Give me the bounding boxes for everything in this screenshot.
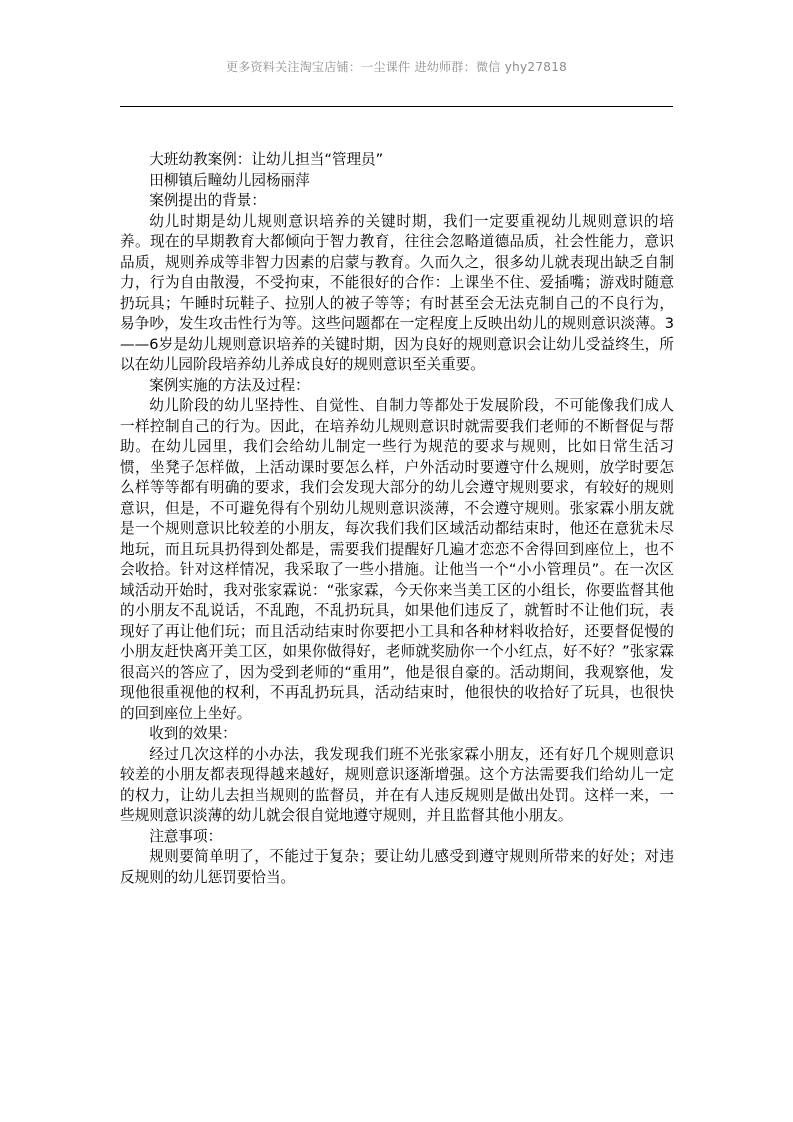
section-heading-results: 收到的效果： [149,725,237,742]
paragraph-notes: 规则要简单明了，不能过于复杂；要让幼儿感受到遵守规则所带来的好处；对违反规则的幼儿惩罚要恰当。 [120,848,674,886]
page-header: 更多资料关注淘宝店铺：一尘课件 进幼师群：微信 yhy27818 [225,60,568,74]
paragraph-methods: 幼儿阶段的幼儿坚持性、自觉性、自制力等都处于发展阶段，不可能像我们成人一样控制自己的行为。因此，在培养幼儿规则意识时就需要我们老师的不断督促与帮助。在幼儿园里，我们会给幼儿制定一些行为规范的要求与规则，比如日常生活习惯，坐凳子怎样做，上活动课时要怎么样，户外活动时要遵守什么规则，放学时要怎么样等等都有明确的要求，我们会发现大部分的幼儿会遵守规则要求，有较好的规则意识，但是，不可避免得有个别幼儿规则意识淡薄，不会遵守规则。张家霖小朋友就是一个规则意识比较差的小朋友，每次我们我们区域活动都结束时，他还在意犹未尽地玩，而且玩具扔得到处都是，需要我们提醒好几遍才恋恋不舍得回到座位上，也不会收拾。针对这样情况，我采取了一些小措施。让他当一个“小小管理员”。在一次区域活动开始时，我对张家霖说：“张家霖，今天你来当美工区的小组长，你要监督其他的小朋友不乱说话，不乱跑，不乱扔玩具，如果他们违反了，就暂时不让他们玩，表现好了再让他们玩；而且活动结束时你要把小工具和各种材料收拾好，还要督促慢的小朋友赶快离开美工区，如果你做得好，老师就奖励你一个小红点，好不好？”张家霖很高兴的答应了，因为受到老师的“重用”，他是很自豪的。活动期间，我观察他，发现他很重视他的权利，不再乱扔玩具，活动结束时，他很快的收拾好了玩具，也很快的回到座位上坐好。 [120,397,674,722]
document-title: 大班幼教案例：让幼儿担当“管理员” [149,151,384,168]
document-author: 田柳镇后疃幼儿园杨丽萍 [149,171,310,189]
paragraph-background: 幼儿时期是幼儿规则意识培养的关键时期，我们一定要重视幼儿规则意识的培养。现在的早期教育大都倾向于智力教育，往往会忽略道德品质，社会性能力，意识品质，规则养成等非智力因素的启蒙与教育。久而久之，很多幼儿就表现出缺乏自制力，行为自由散漫，不受拘束，不能很好的合作：上课坐不住、爱插嘴；游戏时随意扔玩具；午睡时玩鞋子、拉别人的被子等等；有时甚至会无法克制自己的不良行为，易争吵，发生攻击性行为等。这些问题都在一定程度上反映出幼儿的规则意识淡薄。3——6岁是幼儿规则意识培养的关键时期，因为良好的规则意识会让幼儿受益终生，所以在幼儿园阶段培养幼儿养成良好的规则意识至关重要。 [120,212,674,373]
section-heading-methods: 案例实施的方法及过程： [149,376,310,394]
section-heading-background: 案例提出的背景： [149,192,266,209]
section-heading-notes: 注意事项： [149,827,223,845]
paragraph-results: 经过几次这样的小办法，我发现我们班不光张家霖小朋友，还有好几个规则意识较差的小朋友都表现得越来越好，规则意识逐渐增强。这个方法需要我们给幼儿一定的权力，让幼儿去担当规则的监督员，并在有人违反规则是做出处罚。这样一来，一些规则意识淡薄的幼儿就会很自觉地遵守规则，并且监督其他小朋友。 [120,745,674,824]
document-body [120,150,674,888]
header-divider [120,106,673,107]
